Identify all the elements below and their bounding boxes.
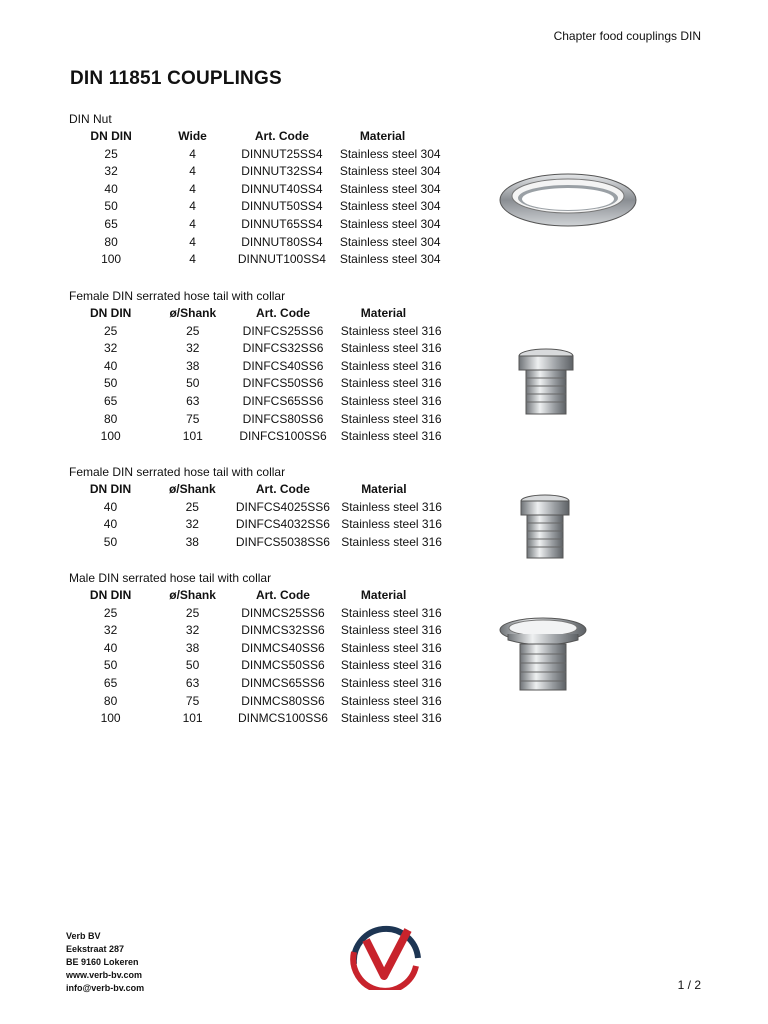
- cell: 25: [103, 605, 118, 620]
- cell: DINNUT100SS4: [237, 252, 326, 267]
- cell: DINMCS80SS6: [241, 693, 325, 708]
- cell: 63: [186, 393, 200, 408]
- verb-logo: [346, 924, 426, 990]
- female-hose-tail-image: [516, 346, 576, 416]
- cell: Stainless steel 304: [339, 164, 441, 179]
- col-shank: ø/Shank: [169, 588, 216, 602]
- cell: 4: [189, 234, 196, 249]
- cell: Stainless steel 304: [339, 234, 441, 249]
- din-nut-image: [498, 170, 638, 230]
- section-title: DIN Nut: [69, 112, 112, 126]
- cell: DINNUT65SS4: [241, 216, 323, 231]
- cell: 40: [103, 358, 118, 373]
- table-row: [69, 499, 489, 517]
- cell: 50: [103, 534, 118, 549]
- cell: 80: [104, 234, 118, 249]
- col-art-code: Art. Code: [255, 588, 310, 602]
- section-title: Female DIN serrated hose tail with collar: [69, 289, 286, 303]
- cell: 100: [100, 429, 121, 444]
- cell: Stainless steel 316: [340, 411, 442, 426]
- cell: Stainless steel 316: [340, 358, 442, 373]
- col-material: Material: [360, 588, 407, 602]
- table-header-row: [69, 128, 489, 146]
- table-row: [69, 323, 489, 341]
- cell: DINNUT50SS4: [241, 199, 323, 214]
- cell: 50: [104, 199, 118, 214]
- cell: 40: [104, 181, 118, 196]
- cell: 4: [189, 181, 196, 196]
- cell: 63: [185, 675, 200, 690]
- cell: Stainless steel 304: [339, 252, 441, 267]
- table-row: [69, 516, 489, 534]
- col-dn-din: DN DIN: [90, 129, 132, 143]
- cell: Stainless steel 316: [341, 534, 442, 549]
- col-shank: ø/Shank: [168, 482, 216, 496]
- table-row: [69, 605, 489, 623]
- col-dn-din: DN DIN: [90, 306, 132, 320]
- cell: Stainless steel 316: [340, 605, 442, 620]
- table-row: [69, 622, 489, 640]
- cell: 75: [186, 411, 200, 426]
- col-material: Material: [360, 306, 407, 320]
- cell: 4: [189, 216, 196, 231]
- cell: Stainless steel 316: [340, 623, 442, 638]
- cell: DINFCS25SS6: [242, 323, 324, 338]
- cell: 40: [103, 640, 118, 655]
- table-row: [69, 251, 489, 269]
- company-city: BE 9160 Lokeren: [66, 957, 139, 967]
- section-title: Male DIN serrated hose tail with collar: [69, 571, 272, 585]
- cell: 4: [189, 199, 196, 214]
- col-dn-din: DN DIN: [89, 482, 132, 496]
- section-male-hose-tail: [69, 569, 489, 728]
- table-row: [69, 693, 489, 711]
- cell: DINFCS65SS6: [242, 393, 324, 408]
- company-street: Eekstraat 287: [66, 944, 125, 954]
- table-row: [69, 163, 489, 181]
- cell: 25: [103, 323, 118, 338]
- cell: 38: [185, 534, 199, 549]
- cell: DINFCS4032SS6: [235, 517, 330, 532]
- cell: 80: [103, 693, 118, 708]
- cell: Stainless steel 316: [341, 517, 442, 532]
- col-art-code: Art. Code: [256, 306, 311, 320]
- cell: Stainless steel 316: [340, 711, 442, 726]
- col-art-code: Art. Code: [255, 482, 310, 496]
- section-female-hose-tail-reduced: [69, 463, 489, 551]
- col-art-code: Art. Code: [254, 129, 309, 143]
- cell: 65: [103, 393, 118, 408]
- cell: DINNUT25SS4: [241, 146, 323, 161]
- cell: Stainless steel 316: [340, 393, 442, 408]
- cell: 40: [103, 517, 118, 532]
- table-row: [69, 146, 489, 164]
- col-wide: Wide: [178, 129, 207, 143]
- cell: 32: [186, 341, 200, 356]
- male-hose-tail-image: [498, 616, 588, 692]
- cell: Stainless steel 304: [339, 216, 441, 231]
- cell: DINFCS40SS6: [242, 358, 324, 373]
- cell: 25: [104, 146, 118, 161]
- table-row: [69, 393, 489, 411]
- cell: DINMCS25SS6: [241, 605, 325, 620]
- cell: Stainless steel 304: [339, 199, 441, 214]
- cell: DINNUT80SS4: [241, 234, 323, 249]
- cell: Stainless steel 316: [341, 499, 442, 514]
- cell: 100: [100, 711, 121, 726]
- cell: 32: [185, 623, 200, 638]
- table-row: [69, 640, 489, 658]
- page-number: 1 / 2: [677, 978, 701, 992]
- cell: 100: [101, 252, 122, 267]
- section-title: Female DIN serrated hose tail with collar: [69, 465, 286, 479]
- company-website-link[interactable]: www.verb-bv.com: [66, 970, 143, 980]
- company-email-link[interactable]: info@verb-bv.com: [66, 983, 145, 993]
- cell: Stainless steel 316: [340, 693, 442, 708]
- cell: DINFCS50SS6: [242, 376, 324, 391]
- col-material: Material: [361, 482, 407, 496]
- table-row: [69, 340, 489, 358]
- cell: 38: [186, 358, 200, 373]
- cell: 32: [185, 517, 199, 532]
- table-header-row: [69, 587, 489, 605]
- cell: 4: [189, 252, 196, 267]
- cell: DINFCS100SS6: [239, 429, 327, 444]
- cell: 32: [103, 623, 118, 638]
- table-header-row: [69, 305, 489, 323]
- cell: DINFCS5038SS6: [235, 534, 330, 549]
- product-table: [69, 587, 489, 728]
- table-header-row: [69, 481, 489, 499]
- table-row: [69, 358, 489, 376]
- cell: 32: [104, 164, 118, 179]
- cell: 50: [186, 376, 200, 391]
- cell: 40: [103, 499, 118, 514]
- cell: Stainless steel 316: [340, 640, 442, 655]
- col-material: Material: [359, 129, 406, 143]
- cell: Stainless steel 316: [340, 376, 442, 391]
- company-address: [66, 930, 144, 995]
- cell: DINNUT40SS4: [241, 181, 323, 196]
- table-row: [69, 181, 489, 199]
- table-row: [69, 428, 489, 446]
- cell: 65: [103, 675, 118, 690]
- product-table: [69, 128, 489, 269]
- cell: 25: [185, 605, 200, 620]
- table-row: [69, 534, 489, 552]
- chapter-header: Chapter food couplings DIN: [553, 29, 701, 43]
- table-row: [69, 710, 489, 728]
- cell: DINFCS4025SS6: [235, 499, 330, 514]
- cell: DINMCS40SS6: [241, 640, 325, 655]
- cell: DINNUT32SS4: [241, 164, 323, 179]
- cell: Stainless steel 316: [340, 323, 442, 338]
- table-row: [69, 657, 489, 675]
- product-table: [69, 305, 489, 446]
- cell: DINFCS80SS6: [242, 411, 324, 426]
- cell: 50: [185, 658, 200, 673]
- cell: DINMCS50SS6: [241, 658, 325, 673]
- cell: 38: [185, 640, 200, 655]
- cell: Stainless steel 316: [340, 658, 442, 673]
- cell: 75: [185, 693, 200, 708]
- cell: Stainless steel 304: [339, 146, 441, 161]
- company-name: Verb BV: [66, 931, 101, 941]
- table-row: [69, 675, 489, 693]
- section-female-hose-tail: [69, 287, 489, 446]
- cell: 80: [103, 411, 118, 426]
- cell: DINFCS32SS6: [242, 341, 324, 356]
- table-row: [69, 234, 489, 252]
- cell: DINMCS32SS6: [241, 623, 325, 638]
- cell: Stainless steel 316: [340, 429, 442, 444]
- cell: 25: [186, 323, 200, 338]
- table-row: [69, 216, 489, 234]
- cell: 4: [189, 146, 196, 161]
- cell: 50: [103, 376, 118, 391]
- section-din-nut: [69, 110, 489, 269]
- cell: 32: [103, 341, 118, 356]
- cell: Stainless steel 316: [340, 341, 442, 356]
- cell: 25: [185, 499, 199, 514]
- table-row: [69, 198, 489, 216]
- cell: 65: [104, 216, 118, 231]
- cell: Stainless steel 316: [340, 675, 442, 690]
- cell: 101: [182, 711, 203, 726]
- table-row: [69, 375, 489, 393]
- page-title: DIN 11851 COUPLINGS: [70, 68, 282, 89]
- col-dn-din: DN DIN: [89, 588, 132, 602]
- cell: 4: [189, 164, 196, 179]
- cell: DINMCS100SS6: [237, 711, 328, 726]
- table-row: [69, 411, 489, 429]
- female-hose-tail-reduced-image: [519, 492, 571, 560]
- col-shank: ø/Shank: [169, 306, 217, 320]
- cell: 50: [103, 658, 118, 673]
- cell: DINMCS65SS6: [241, 675, 325, 690]
- product-table: [69, 481, 489, 551]
- cell: Stainless steel 304: [339, 181, 441, 196]
- cell: 101: [182, 429, 203, 444]
